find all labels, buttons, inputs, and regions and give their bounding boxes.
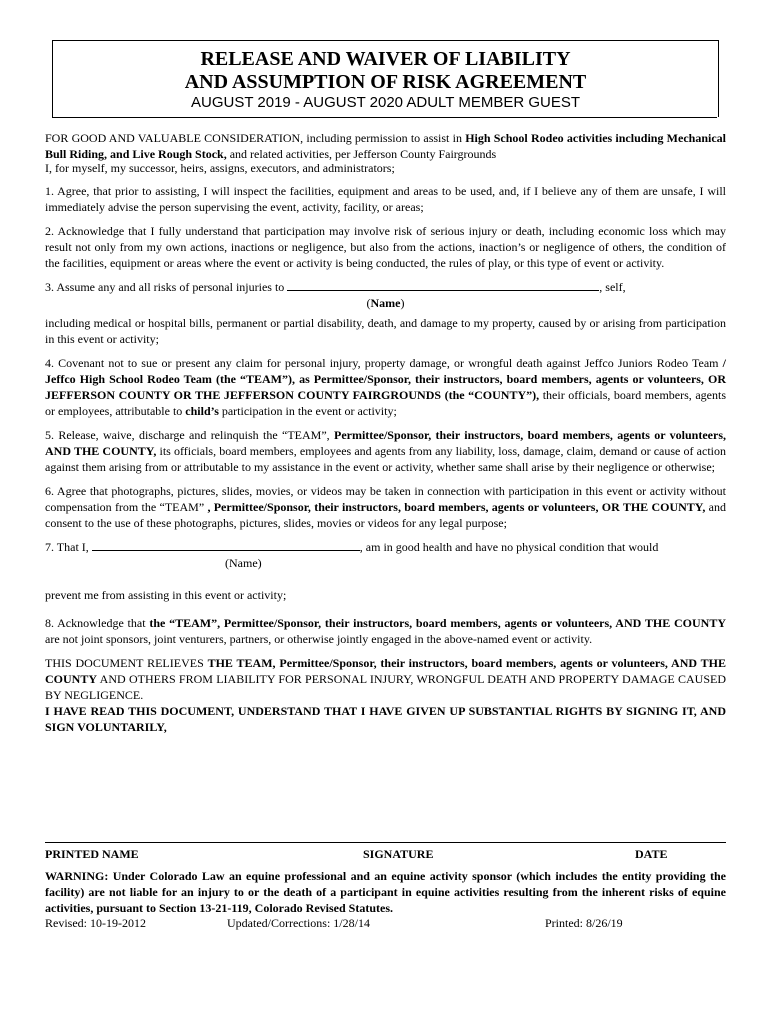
intro-text-c: and related activities, per Jefferson County Fairgrounds xyxy=(226,147,497,161)
name-caption-close: ) xyxy=(400,296,405,310)
title-box xyxy=(52,40,719,117)
name-caption-word: Name xyxy=(370,296,401,310)
revised-date: Revised: 10-19-2012 xyxy=(45,916,146,930)
relieves-paragraph xyxy=(45,655,726,703)
item-7-text-b: , am in good health and have no physical condition that would xyxy=(359,540,659,554)
relieves-text-b: THE TEAM, Permittee/Sponsor, their instructors, board members, agents or volunteers, AND THE COUNTY xyxy=(45,656,726,686)
name-caption-1 xyxy=(45,295,726,311)
item-3-text-c: including medical or hospital bills, permanent or partial disability, death, and damage to my property, caused by or arising from participation in this event or activity; xyxy=(45,316,726,346)
signature-line[interactable] xyxy=(45,842,726,843)
date-label: DATE xyxy=(635,847,668,861)
signature-label: SIGNATURE xyxy=(363,847,434,861)
item-5-text-c: its officials, board members, employees and agents from any liability, loss, damage, claim, demand or cause of action against them arising from or attributable to my assistance in the event or activity, whether same shall arise by their negligence or otherwise; xyxy=(45,444,726,474)
printed-date: Printed: 8/26/19 xyxy=(545,916,623,930)
intro-paragraph xyxy=(45,130,726,162)
document-body xyxy=(45,130,726,743)
item-8-text-a: 8. Acknowledge that xyxy=(45,616,150,630)
name-caption-2: (Name) xyxy=(225,556,262,570)
item-4 xyxy=(45,355,726,419)
item-5-text-b: Permittee/Sponsor, their instructors, board members, agents or volunteers, AND THE COUNTY, xyxy=(45,428,727,458)
intro-text-a: FOR GOOD AND VALUABLE CONSIDERATION, including permission to assist in xyxy=(45,131,466,145)
item-6-text-a: 6. Agree that photographs, pictures, slides, movies, or videos may be taken in connection with participation in this event or activity without compensation from the “TEAM” xyxy=(45,484,726,514)
title-line-2: AND ASSUMPTION OF RISK AGREEMENT xyxy=(184,71,587,93)
name-field-2[interactable] xyxy=(92,539,360,551)
printed-name-label: PRINTED NAME xyxy=(45,847,139,861)
intro-text-b: High School Rodeo activities including Mechanical Bull Riding, and Live Rough Stock, xyxy=(45,131,726,161)
item-6-text-b: , Permittee/Sponsor, their instructors, board members, agents or volunteers, OR THE COUNTY, xyxy=(207,500,706,514)
relieves-text-a: THIS DOCUMENT RELIEVES xyxy=(45,656,208,670)
item-4-text-a: 4. Covenant not to sue or present any claim for personal injury, property damage, or wrongful death against Jeffco Juniors Rodeo Team xyxy=(45,356,723,370)
item-4-text-e: participation in the event or activity; xyxy=(218,404,397,418)
item-3-text-a: 3. Assume any and all risks of personal injuries to xyxy=(45,280,288,294)
item-8-text-c: are not joint sponsors, joint venturers, partners, or otherwise jointly engaged in the above-named event or activity. xyxy=(45,632,593,646)
relieves-text-c: AND OTHERS FROM LIABILITY FOR PERSONAL INJURY, WRONGFUL DEATH AND PROPERTY DAMAGE CAUSED BY NEGLIGENCE. xyxy=(45,672,726,702)
title-line-1: RELEASE AND WAIVER OF LIABILITY xyxy=(200,48,571,70)
item-7-line xyxy=(45,539,726,555)
item-7-text-a: 7. That I, xyxy=(45,540,92,554)
updated-date: Updated/Corrections: 1/28/14 xyxy=(227,916,370,930)
item-5 xyxy=(45,427,726,475)
equine-warning: WARNING: Under Colorado Law an equine professional and an equine activity sponsor (which includes the entity providing the facility) are not liable for an injury to or the death of a participant in equine activities resulting from the inherent risks of equine activities, pursuant to Section 13-21-119, Colorado Revised Statutes. xyxy=(45,869,726,915)
item-4-text-c: their officials, board members, agents or employees, attributable to xyxy=(45,388,726,418)
item-8 xyxy=(45,615,726,647)
item-3-line xyxy=(45,279,726,295)
item-4-text-d: child’s xyxy=(185,404,219,418)
title-underline xyxy=(52,117,717,118)
name-field-1[interactable] xyxy=(287,279,599,291)
acknowledgement-text: I HAVE READ THIS DOCUMENT, UNDERSTAND THAT I HAVE GIVEN UP SUBSTANTIAL RIGHTS BY SIGNING IT, AND SIGN VOLUNTARILY, xyxy=(45,704,726,734)
item-1: 1. Agree, that prior to assisting, I will inspect the facilities, equipment and areas to be used, and, if I believe any of them are unsafe, I will immediately advise the person supervising the event, activity, facility, or areas; xyxy=(45,184,726,214)
item-6 xyxy=(45,483,726,531)
item-8-text-b: the “TEAM”, Permittee/Sponsor, their instructors, board members, agents or volunteers, AND THE COUNTY xyxy=(149,616,726,630)
acknowledgement xyxy=(45,703,726,735)
intro-line-2: I, for myself, my successor, heirs, assigns, executors, and administrators; xyxy=(45,161,395,175)
item-2: 2. Acknowledge that I fully understand that participation may involve risk of serious injury or death, including economic loss which may result not only from my own actions, inactions or negligence, but also from the actions, inaction’s or negligence of others, the condition of the facilities, equipment or areas where the event or activity is being conducted, the rules of play, or this type of event or activity. xyxy=(45,224,726,270)
item-4-text-b: / Jeffco High School Rodeo Team (the “TEAM”), as Permittee/Sponsor, their instructors, board members, agents or volunteers, OR JEFFERSON COUNTY OR THE JEFFERSON COUNTY FAIRGROUNDS (the “COUNTY”), xyxy=(45,356,726,402)
subtitle: AUGUST 2019 - AUGUST 2020 ADULT MEMBER GUEST xyxy=(190,94,581,111)
name-caption-open: ( xyxy=(366,296,371,310)
item-5-text-a: 5. Release, waive, discharge and relinquish the “TEAM”, xyxy=(45,428,334,442)
item-3-text-b: , self, xyxy=(599,280,626,294)
item-6-text-c: and consent to the use of these photographs, pictures, slides, movies or videos for any legal purpose; xyxy=(45,500,726,530)
item-7-text-c: prevent me from assisting in this event or activity; xyxy=(45,588,287,602)
